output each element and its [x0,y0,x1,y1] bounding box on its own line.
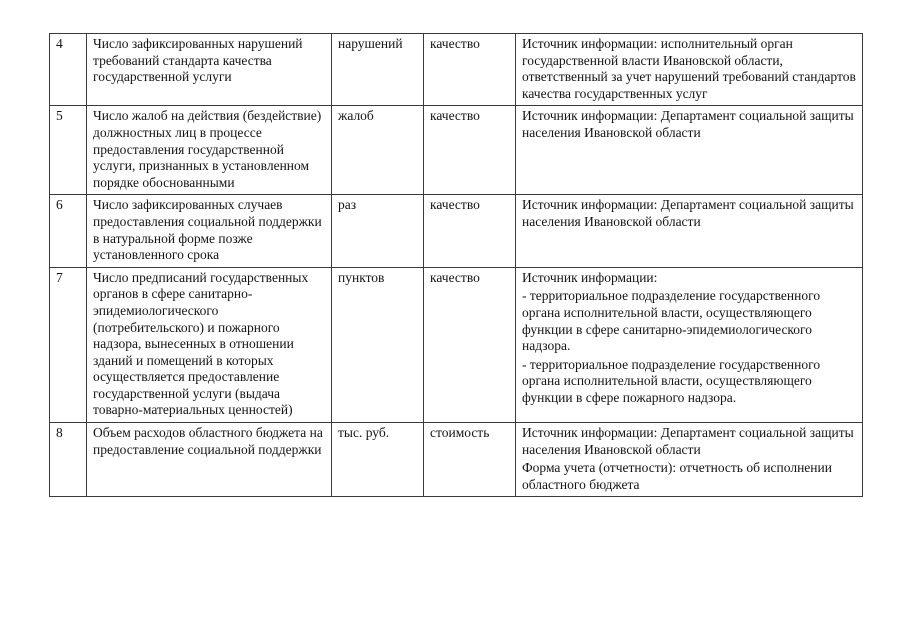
row-number: 4 [50,34,87,106]
source-line: - территориальное подразделение государственного органа исполнительной власти, осуществляющего функции в сфере санитарно-эпидемиологического надзора. [522,288,821,354]
source-line: Источник информации: Департамент социальной защиты населения Ивановской области [522,197,854,229]
indicator-source [516,195,863,267]
source-line: Источник информации: Департамент социальной защиты населения Ивановской области [522,425,854,457]
source-line: Форма учета (отчетности): отчетность об исполнении областного бюджета [522,460,832,492]
table-row [50,106,863,195]
row-number: 7 [50,267,87,422]
indicator-unit: пунктов [332,267,424,422]
indicator-kind: качество [424,106,516,195]
indicator-kind: стоимость [424,423,516,497]
indicator-name: Число зафиксированных случаев предоставления социальной поддержки в натуральной форме позже установленного срока [87,195,332,267]
indicator-unit: раз [332,195,424,267]
indicator-kind: качество [424,34,516,106]
row-number: 5 [50,106,87,195]
indicator-name: Число предписаний государственных органов в сфере санитарно-эпидемиологического (потребительского) и пожарного надзора, вынесенных в отношении зданий и помещений в которых осуществляется предоставление государственной услуги (выдача товарно-материальных ценностей) [87,267,332,422]
table-row [50,423,863,497]
indicator-unit: нарушений [332,34,424,106]
indicator-unit: жалоб [332,106,424,195]
source-line: - территориальное подразделение государственного органа исполнительной власти, осуществляющего функции в сфере пожарного надзора. [522,356,821,405]
table-row [50,267,863,422]
indicator-source [516,267,863,422]
indicators-table [49,33,863,497]
indicator-unit: тыс. руб. [332,423,424,497]
source-line: Источник информации: Департамент социальной защиты населения Ивановской области [522,108,854,140]
row-number: 6 [50,195,87,267]
row-number: 8 [50,423,87,497]
indicator-source [516,34,863,106]
indicator-kind: качество [424,195,516,267]
source-line: Источник информации: исполнительный орган государственной власти Ивановской области, ответственный за учет нарушений требований стандартов качества государственных услуг [522,36,856,101]
indicator-source [516,423,863,497]
source-line: Источник информации: [522,269,658,285]
table-row [50,195,863,267]
indicator-name: Число жалоб на действия (бездействие) должностных лиц в процессе предоставления государственной услуги, признанных в установленном порядке обоснованными [87,106,332,195]
indicator-name: Объем расходов областного бюджета на предоставление социальной поддержки [87,423,332,497]
indicator-source [516,106,863,195]
indicator-name: Число зафиксированных нарушений требований стандарта качества государственной услуги [87,34,332,106]
table-row [50,34,863,106]
indicator-kind: качество [424,267,516,422]
